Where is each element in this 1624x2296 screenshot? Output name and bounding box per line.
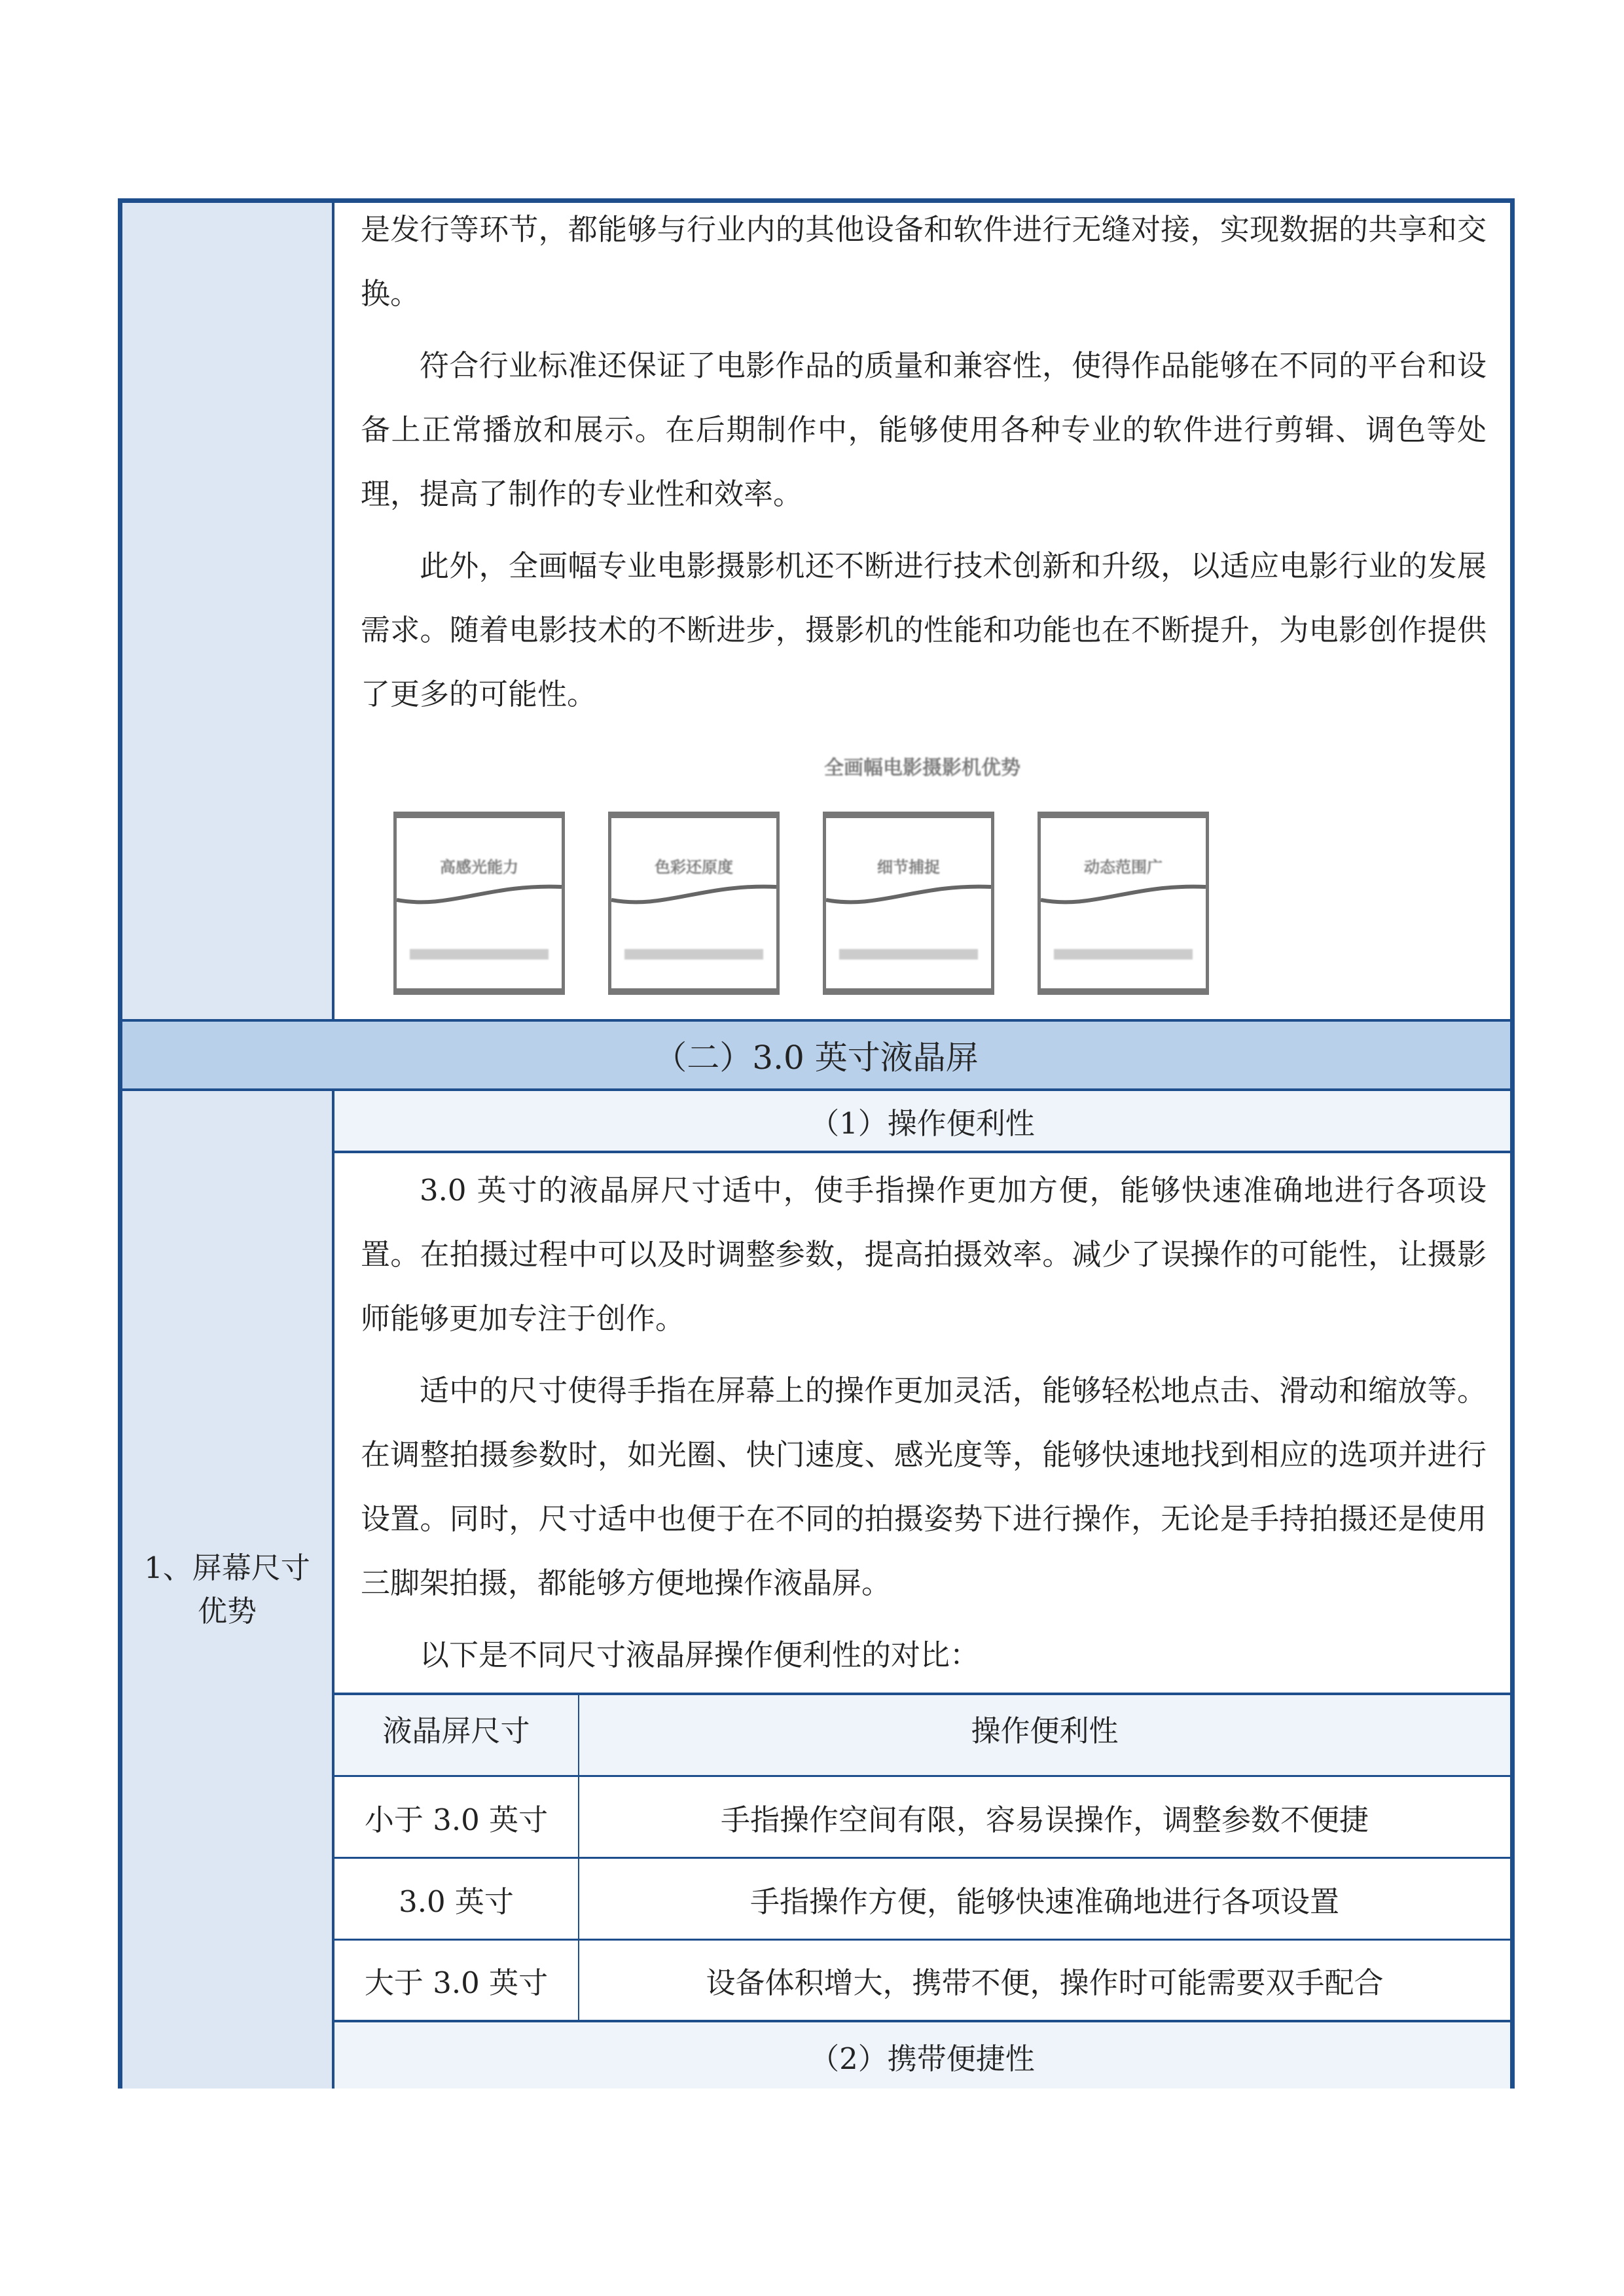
subheading-operation: （1）操作便利性	[334, 1091, 1510, 1153]
diagram-card	[1038, 812, 1209, 995]
paragraph: 适中的尺寸使得手指在屏幕上的操作更加灵活，能够轻松地点击、滑动和缩放等。在调整拍摄参数时，如光圈、快门速度、感光度等，能够快速地找到相应的选项并进行设置。同时，尺寸适中也便于在不同的拍摄姿势下进行操作，无论是手持拍摄还是使用三脚架拍摄，都能够方便地操作液晶屏。	[361, 1373, 1487, 1600]
comparison-table	[334, 1693, 1510, 2024]
body-text	[361, 1158, 1487, 1687]
card-title: 动态范围广	[1084, 857, 1163, 876]
paragraph: 符合行业标准还保证了电影作品的质量和兼容性，使得作品能够在不同的平台和设备上正常播放和展示。在后期制作中，能够使用各种专业的软件进行剪辑、调色等处理，提高了制作的专业性和效率。	[361, 348, 1487, 511]
card-title: 高感光能力	[440, 857, 518, 876]
table-cell: 手指操作方便，能够快速准确地进行各项设置	[579, 1859, 1510, 1941]
advantages-diagram	[334, 740, 1510, 1014]
table-cell: 小于 3.0 英寸	[334, 1777, 579, 1859]
left-cell-top	[122, 203, 334, 1019]
table-cell: 3.0 英寸	[334, 1859, 579, 1941]
paragraph: 是发行等环节，都能够与行业内的其他设备和软件进行无缝对接，实现数据的共享和交换。	[361, 212, 1487, 311]
row-label-text: 1、屏幕尺寸优势	[144, 1551, 310, 1628]
top-text	[361, 198, 1487, 726]
table-cell: 设备体积增大，携带不便，操作时可能需要双手配合	[579, 1941, 1510, 2022]
section-title: （二）3.0 英寸液晶屏	[122, 1019, 1510, 1091]
card-title: 细节捕捉	[877, 857, 940, 876]
card-title: 色彩还原度	[655, 857, 733, 876]
content-table	[118, 198, 1515, 2089]
paragraph: 以下是不同尺寸液晶屏操作便利性的对比：	[420, 1638, 980, 1672]
table-header: 液晶屏尺寸	[334, 1695, 579, 1777]
diagram-card	[823, 812, 994, 995]
diagram-title: 全画幅电影摄影机优势	[824, 757, 1020, 780]
table-cell: 大于 3.0 英寸	[334, 1941, 579, 2022]
table-header: 操作便利性	[579, 1695, 1510, 1777]
subheading-portability: （2）携带便捷性	[334, 2023, 1510, 2089]
row-label	[122, 1091, 334, 2089]
diagram-card	[393, 812, 565, 995]
table-cell: 手指操作空间有限，容易误操作，调整参数不便捷	[579, 1777, 1510, 1859]
paragraph: 3.0 英寸的液晶屏尺寸适中，使手指操作更加方便，能够快速准确地进行各项设置。在拍摄过程中可以及时调整参数，提高拍摄效率。减少了误操作的可能性，让摄影师能够更加专注于创作。	[361, 1173, 1487, 1336]
paragraph: 此外，全画幅专业电影摄影机还不断进行技术创新和升级，以适应电影行业的发展需求。随着电影技术的不断进步，摄影机的性能和功能也在不断提升，为电影创作提供了更多的可能性。	[361, 548, 1487, 711]
diagram-card	[608, 812, 780, 995]
